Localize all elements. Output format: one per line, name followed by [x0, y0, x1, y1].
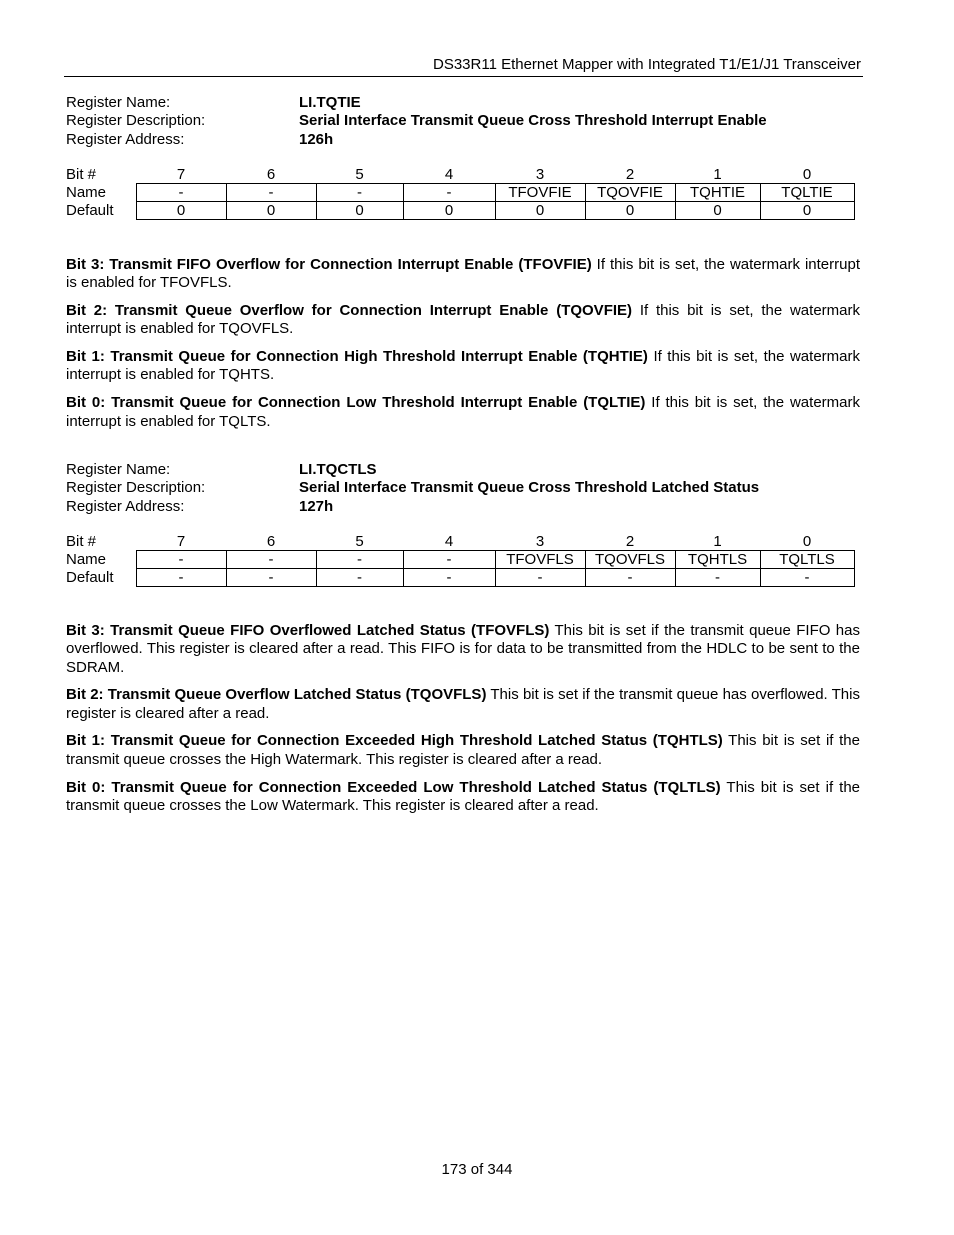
register-name-label: Register Name:: [66, 461, 171, 478]
bit-name-cell: TQLTLS: [760, 551, 854, 569]
bit-description: [66, 779, 860, 816]
bit-number: 1: [713, 533, 722, 550]
bit-number: 2: [625, 166, 635, 183]
bit-default-cell: -: [316, 569, 403, 587]
bit-description: [66, 394, 860, 431]
bit-descriptions-2: [66, 622, 860, 825]
bit-description: [66, 256, 860, 293]
bit-name-cell: -: [226, 551, 316, 569]
bit-description-text: This bit is set if the transmit queue has overflowed. This register is cleared after a read.: [66, 686, 860, 722]
bit-name-cell: TQOVFIE: [585, 184, 675, 202]
bit-description-text: This bit is set if the transmit queue crosses the High Watermark. This register is cleared after a read.: [66, 732, 860, 768]
header-divider: [64, 76, 863, 77]
bit-description-title: Bit 2: Transmit Queue Overflow Latched Status (TQOVFLS): [66, 686, 487, 704]
register-name-value: LI.TQCTLS: [299, 461, 377, 478]
bit-default-cell: 0: [585, 202, 675, 220]
bit-number-label: Bit #: [66, 166, 97, 184]
bit-description-title: Bit 1: Transmit Queue for Connection High Threshold Interrupt Enable (TQHTIE): [66, 348, 648, 366]
bit-description-text: This bit is set if the transmit queue FIFO has overflowed. This register is cleared after a read. This FIFO is for data to be transmitted from the HDLC to be sent to the SDRAM.: [66, 622, 860, 676]
bit-default-cell: -: [495, 569, 585, 587]
bit-number: 2: [625, 533, 635, 550]
register-address-value: 126h: [299, 130, 334, 148]
register-address-value: 127h: [299, 497, 334, 515]
bit-number: 0: [802, 533, 812, 550]
bit-number: 5: [355, 533, 364, 550]
bit-name-cell: TFOVFLS: [495, 551, 585, 569]
bit-name-row: [64, 551, 854, 569]
bit-name-label: Name: [66, 184, 107, 201]
document-header-title: DS33R11 Ethernet Mapper with Integrated T1/E1/J1 Transceiver: [432, 56, 861, 73]
bit-number: 3: [535, 533, 545, 550]
bit-description-title: Bit 0: Transmit Queue for Connection Low Threshold Interrupt Enable (TQLTIE): [66, 394, 646, 412]
bit-number: 6: [266, 533, 276, 550]
bit-default-cell: 0: [675, 202, 760, 220]
bit-name-cell: -: [316, 184, 403, 202]
bit-default-cell: 0: [226, 202, 316, 220]
bit-number: 5: [355, 166, 364, 183]
register-description-label: Register Description:: [66, 112, 206, 130]
bit-default-cell: -: [675, 569, 760, 587]
bit-description-title: Bit 2: Transmit Queue Overflow for Connection Interrupt Enable (TQOVFIE): [66, 302, 633, 320]
bit-default-cell: -: [136, 569, 226, 587]
bit-name-cell: TQLTIE: [760, 184, 854, 202]
bit-number-label: Bit #: [66, 533, 97, 551]
bit-table-1: [64, 166, 855, 220]
bit-name-cell: TQHTIE: [675, 184, 760, 202]
register-description-label: Register Description:: [66, 479, 206, 497]
bit-default-cell: 0: [760, 202, 854, 220]
bit-name-cell: TQHTLS: [675, 551, 760, 569]
bit-description: [66, 348, 860, 385]
bit-default-cell: -: [585, 569, 675, 587]
bit-description-title: Bit 3: Transmit FIFO Overflow for Connection Interrupt Enable (TFOVFIE): [66, 256, 592, 273]
bit-name-cell: -: [316, 551, 403, 569]
bit-number: 7: [176, 533, 186, 550]
bit-default-label: Default: [66, 569, 114, 586]
bit-default-cell: 0: [495, 202, 585, 220]
bit-number-row: [64, 533, 854, 551]
bit-descriptions-1: [66, 256, 860, 440]
bit-number: 7: [176, 166, 186, 183]
bit-name-cell: -: [403, 184, 495, 202]
bit-default-cell: -: [760, 569, 854, 587]
register-address-label: Register Address:: [66, 497, 185, 515]
bit-name-cell: TFOVFIE: [495, 184, 585, 202]
bit-default-cell: -: [226, 569, 316, 587]
bit-name-cell: -: [136, 184, 226, 202]
bit-default-cell: 0: [316, 202, 403, 220]
page-number: 173 of 344: [441, 1161, 513, 1178]
bit-default-cell: 0: [136, 202, 226, 220]
bit-default-cell: -: [403, 569, 495, 587]
bit-number: 1: [713, 166, 722, 183]
bit-number-row: [64, 166, 854, 184]
bit-description-title: Bit 0: Transmit Queue for Connection Exceeded Low Threshold Latched Status (TQLTLS): [66, 778, 721, 796]
register-info-1: [66, 94, 866, 149]
bit-table-2: [64, 533, 855, 587]
register-name-value: LI.TQTIE: [299, 94, 361, 111]
bit-name-label: Name: [66, 551, 107, 568]
bit-description-title: Bit 3: Transmit Queue FIFO Overflowed Latched Status (TFOVFLS): [66, 622, 550, 639]
register-address-label: Register Address:: [66, 130, 185, 148]
bit-number: 0: [802, 166, 812, 183]
bit-description-text: If this bit is set, the watermark interrupt is enabled for TQOVFLS.: [66, 302, 860, 338]
bit-default-label: Default: [66, 202, 114, 219]
bit-description: [66, 302, 860, 339]
bit-description-text: If this bit is set, the watermark interrupt is enabled for TQLTS.: [66, 394, 860, 430]
bit-default-cell: 0: [403, 202, 495, 220]
bit-name-cell: -: [403, 551, 495, 569]
register-description-value: Serial Interface Transmit Queue Cross Threshold Interrupt Enable: [299, 112, 767, 130]
bit-description: [66, 732, 860, 769]
bit-description-title: Bit 1: Transmit Queue for Connection Exceeded High Threshold Latched Status (TQHTLS): [66, 732, 723, 750]
bit-number: 6: [266, 166, 276, 183]
bit-name-cell: TQOVFLS: [585, 551, 675, 569]
bit-name-cell: -: [226, 184, 316, 202]
register-description-value: Serial Interface Transmit Queue Cross Threshold Latched Status: [299, 479, 760, 497]
bit-default-row: [64, 569, 854, 587]
bit-name-cell: -: [136, 551, 226, 569]
bit-default-row: [64, 202, 854, 220]
bit-description: [66, 686, 860, 723]
bit-number: 3: [535, 166, 545, 183]
bit-description-text: If this bit is set, the watermark interrupt is enabled for TFOVFLS.: [66, 256, 860, 292]
bit-number: 4: [444, 166, 454, 183]
bit-description-text: This bit is set if the transmit queue crosses the Low Watermark. This register is cleared after a read.: [66, 778, 861, 814]
bit-description: [66, 622, 860, 677]
register-name-label: Register Name:: [66, 94, 171, 111]
register-info-2: [66, 461, 866, 516]
bit-description-text: If this bit is set, the watermark interrupt is enabled for TQHTS.: [66, 348, 860, 384]
bit-name-row: [64, 184, 854, 202]
bit-number: 4: [444, 533, 454, 550]
